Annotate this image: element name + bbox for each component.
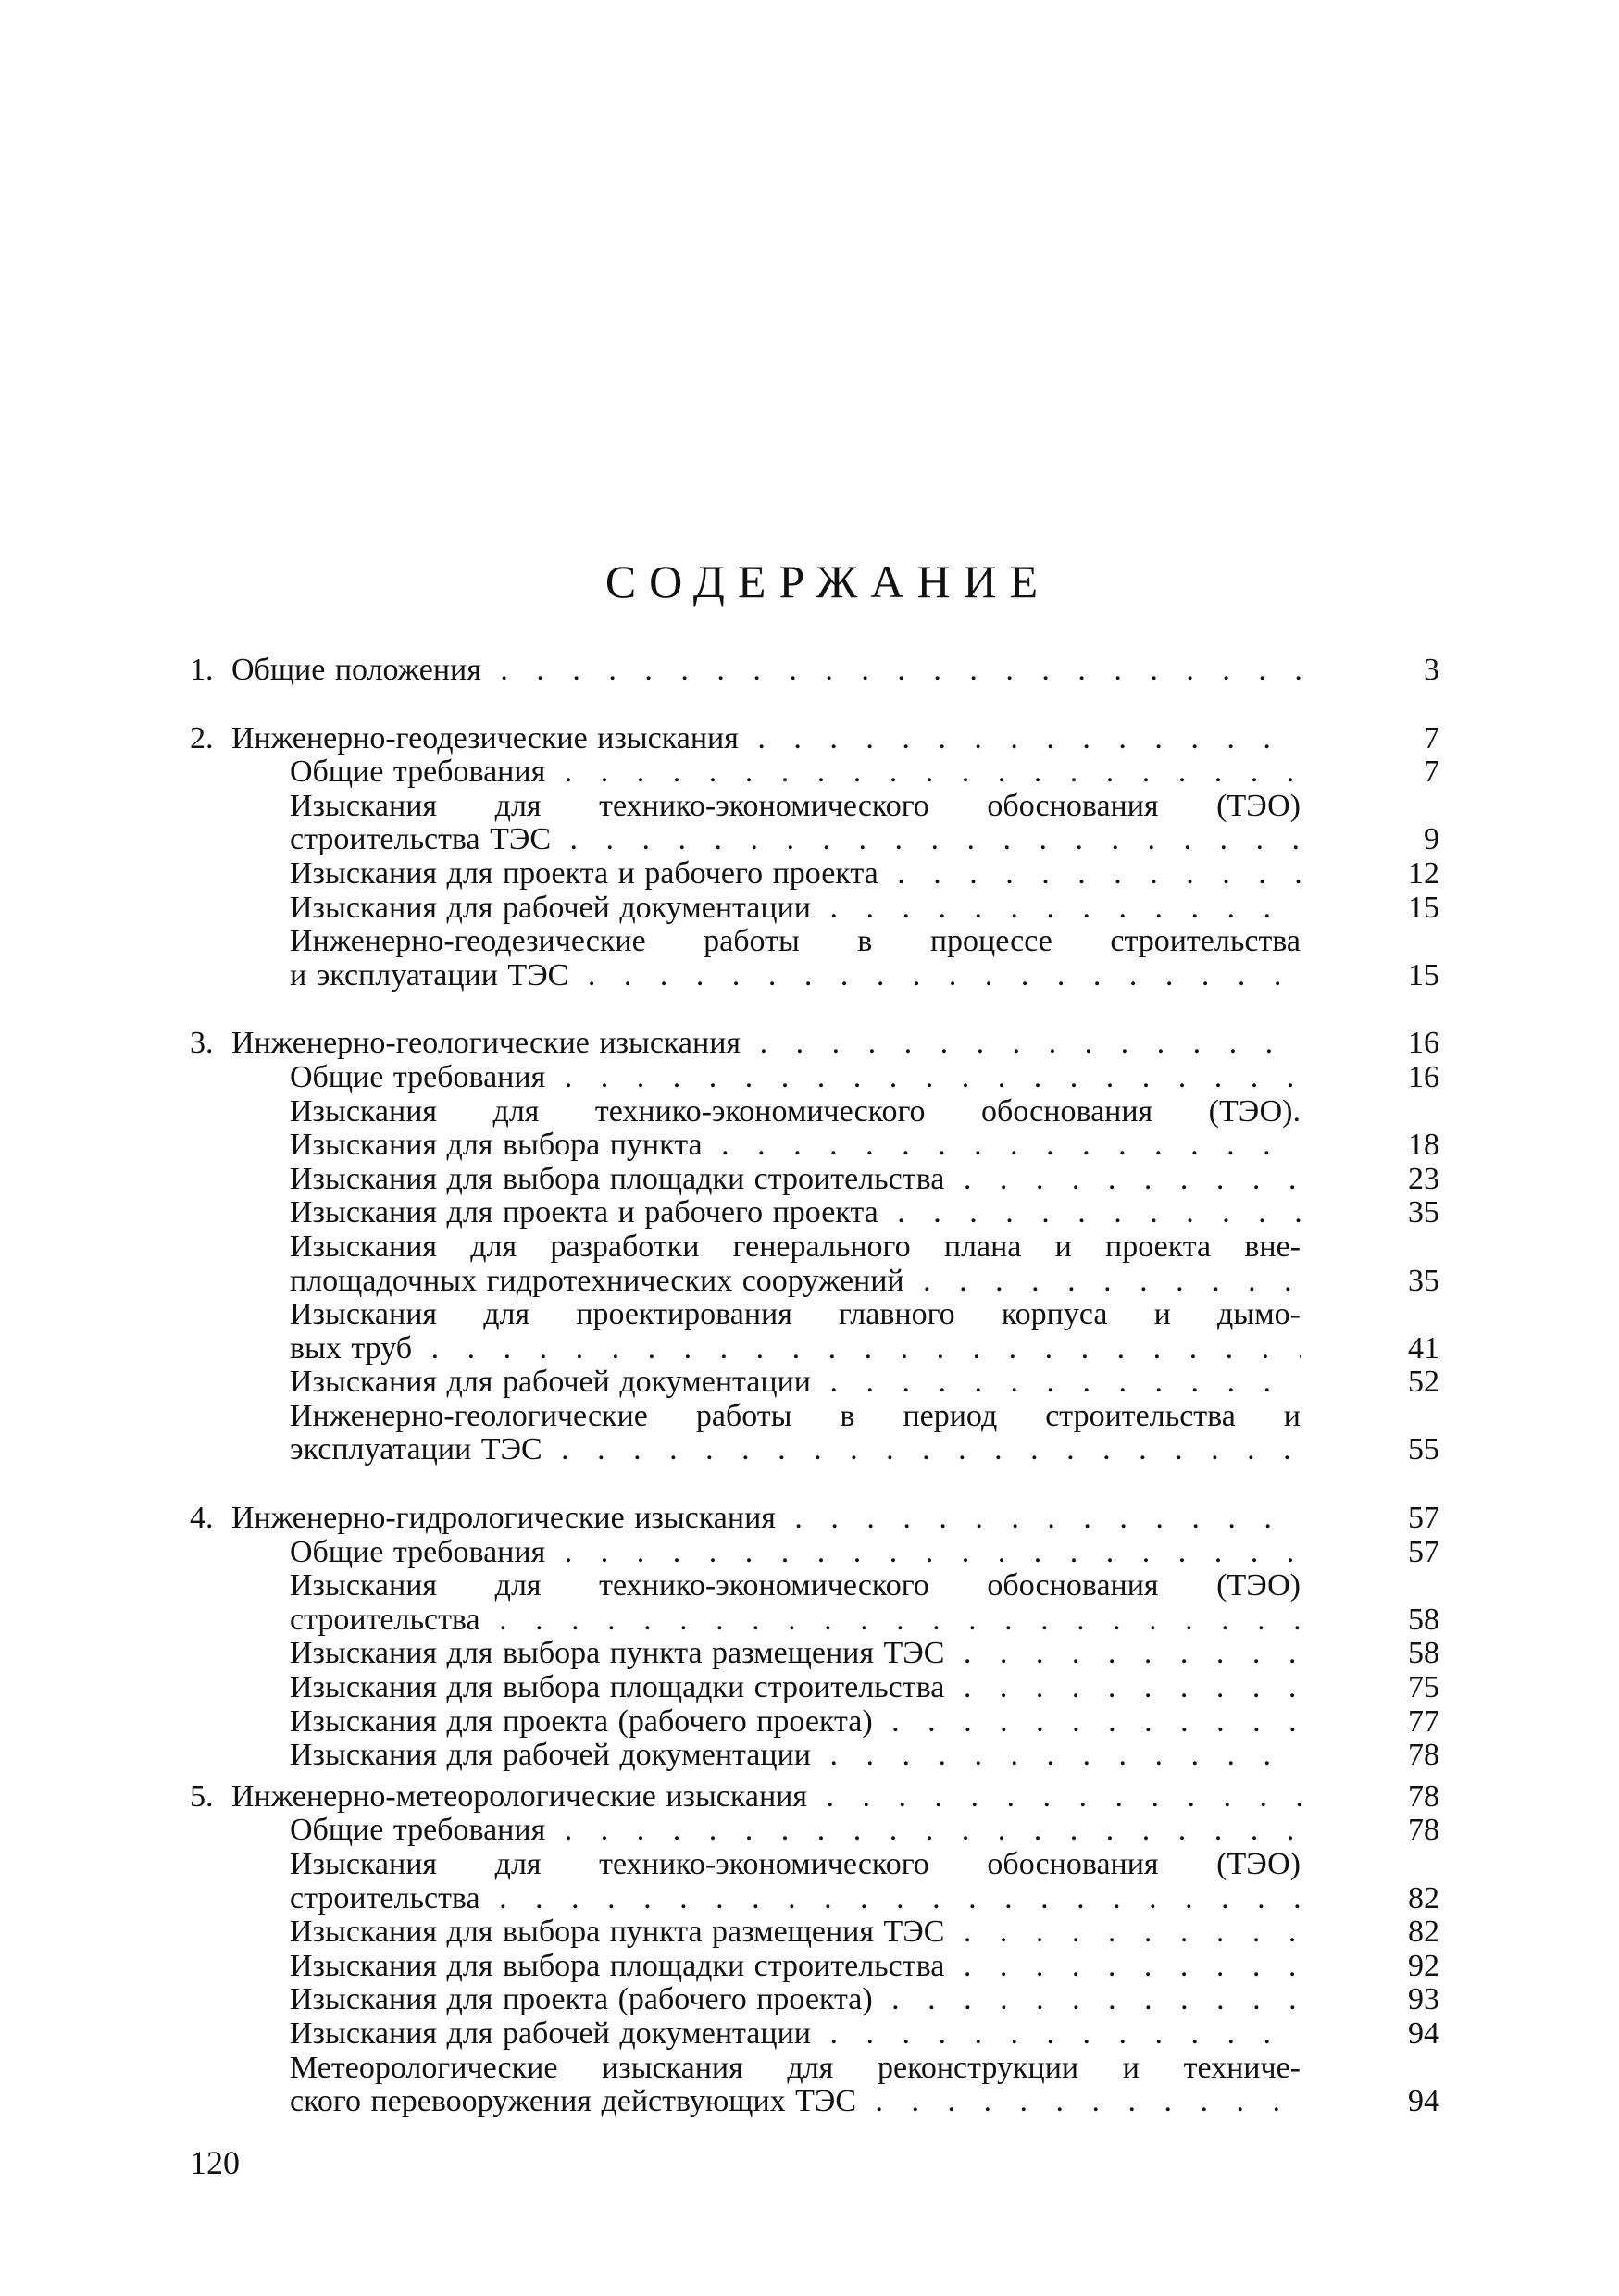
- toc-entry-title: и эксплуатации ТЭС . . .: [290, 959, 1301, 993]
- toc-chapter-title: Общие положения . . .: [231, 654, 1301, 688]
- toc-entry-title: Изыскания для выбора пункта размещения ТЭС . . .: [290, 1637, 1301, 1671]
- table-of-contents: [190, 654, 1439, 2119]
- toc-entry-title: Изыскания для выбора пункта размещения ТЭС . . .: [290, 1915, 1301, 1950]
- toc-entry-row: [190, 1848, 1439, 1882]
- toc-entry-row: [190, 1230, 1439, 1265]
- toc-page-number: 52: [1408, 1365, 1439, 1400]
- toc-page-number: 16: [1408, 1059, 1439, 1094]
- page-number: 120: [190, 2144, 240, 2181]
- toc-entry-title: Инженерно-геологические работы в период строительства и: [290, 1399, 1301, 1433]
- toc-entry-title: Изыскания для выбора пункта . . .: [290, 1129, 1301, 1163]
- toc-chapter-row: [190, 1502, 1439, 1536]
- toc-entry-title: Изыскания для рабочей документации . . .: [290, 892, 1301, 926]
- toc-entry-row: [190, 823, 1439, 857]
- toc-chapter-title: Инженерно-метеорологические изыскания . . .: [231, 1780, 1301, 1815]
- toc-chapter-row: [190, 654, 1439, 688]
- toc-page-number: 35: [1408, 1195, 1439, 1230]
- toc-entry-row: [190, 1569, 1439, 1603]
- toc-page-number: 23: [1408, 1161, 1439, 1196]
- toc-entry-row: [190, 2085, 1439, 2119]
- toc-entry-title: Изыскания для рабочей документации . . .: [290, 1739, 1301, 1773]
- toc-entry-title: Общие требования . . .: [290, 1061, 1301, 1095]
- toc-chapter-number: 5.: [190, 1778, 214, 1814]
- toc-page-number: 7: [1424, 720, 1439, 755]
- toc-chapter-title: Инженерно-гидрологические изыскания . . .: [231, 1502, 1301, 1536]
- toc-entry-title: эксплуатации ТЭС . . .: [290, 1433, 1301, 1467]
- toc-page-number: 82: [1408, 1880, 1439, 1915]
- toc-entry-row: [190, 1433, 1439, 1467]
- toc-page-number: 18: [1408, 1128, 1439, 1163]
- toc-entry-row: [190, 959, 1439, 993]
- toc-chapter-number: 2.: [190, 720, 214, 755]
- toc-section: [190, 654, 1439, 688]
- toc-entry-row: [190, 1915, 1439, 1950]
- toc-entry-row: [190, 1983, 1439, 2017]
- toc-entry-row: [190, 1400, 1439, 1434]
- toc-chapter-number: 1.: [190, 653, 214, 687]
- toc-entry-row: [190, 1739, 1439, 1773]
- toc-section: [190, 722, 1439, 993]
- toc-entry-row: [190, 1950, 1439, 1984]
- toc-entry-row: [190, 1061, 1439, 1095]
- toc-entry-title: Изыскания для выбора площадки строительства . . .: [290, 1671, 1301, 1705]
- toc-page-number: 78: [1408, 1813, 1439, 1848]
- toc-entry-title: Изыскания для рабочей документации . . .: [290, 1366, 1301, 1400]
- toc-chapter-title: Инженерно-геодезические изыскания . . .: [231, 722, 1301, 756]
- toc-entry-title: Общие требования . . .: [290, 755, 1301, 790]
- toc-entry-row: [190, 1298, 1439, 1332]
- toc-entry-row: [190, 1637, 1439, 1671]
- toc-entry-row: [190, 1095, 1439, 1129]
- toc-page-number: 78: [1408, 1738, 1439, 1773]
- toc-entry-title: Изыскания для рабочей документации . . .: [290, 2017, 1301, 2052]
- toc-entry-title: вых труб . . .: [290, 1332, 1301, 1366]
- toc-entry-row: [190, 1196, 1439, 1230]
- toc-page-number: 55: [1408, 1432, 1439, 1467]
- toc-page-number: 94: [1408, 2015, 1439, 2051]
- toc-page-number: 7: [1424, 755, 1439, 790]
- toc-entry-title: Изыскания для проектирования главного корпуса и дымо-: [290, 1298, 1301, 1332]
- toc-entry-row: [190, 1163, 1439, 1197]
- toc-entry-title: строительства . . .: [290, 1882, 1301, 1916]
- toc-chapter-number: 4.: [190, 1501, 214, 1536]
- toc-entry-row: [190, 1536, 1439, 1570]
- toc-entry-row: [190, 1603, 1439, 1638]
- toc-page-number: 15: [1408, 890, 1439, 925]
- toc-entry-row: [190, 1265, 1439, 1299]
- toc-section: [190, 1027, 1439, 1467]
- toc-page-number: 57: [1408, 1501, 1439, 1536]
- toc-entry-title: площадочных гидротехнических сооружений . . .: [290, 1265, 1301, 1299]
- toc-entry-title: Изыскания для технико-экономического обоснования (ТЭО): [290, 1569, 1301, 1603]
- toc-entry-row: [190, 1671, 1439, 1705]
- toc-page-number: 93: [1408, 1982, 1439, 2017]
- toc-entry-row: [190, 2017, 1439, 2052]
- toc-entry-row: [190, 892, 1439, 926]
- toc-page-number: 58: [1408, 1602, 1439, 1637]
- toc-page-number: 75: [1408, 1670, 1439, 1705]
- toc-section: [190, 1502, 1439, 1773]
- toc-chapter-row: [190, 722, 1439, 756]
- toc-entry-title: Изыскания для проекта и рабочего проекта . . .: [290, 1196, 1301, 1230]
- toc-entry-title: Изыскания для разработки генерального плана и проекта вне-: [290, 1229, 1301, 1264]
- toc-entry-title: Изыскания для проекта и рабочего проекта . . .: [290, 857, 1301, 892]
- toc-entry-row: [190, 1882, 1439, 1916]
- toc-entry-row: [190, 790, 1439, 824]
- toc-page-number: 9: [1424, 822, 1439, 857]
- toc-entry-row: [190, 2052, 1439, 2086]
- toc-page-number: 57: [1408, 1534, 1439, 1569]
- toc-entry-title: Изыскания для выбора площадки строительства . . .: [290, 1163, 1301, 1197]
- toc-page-number: 78: [1408, 1778, 1439, 1814]
- toc-entry-title: Общие требования . . .: [290, 1536, 1301, 1570]
- toc-chapter-row: [190, 1780, 1439, 1815]
- toc-entry-title: Изыскания для проекта (рабочего проекта) . . .: [290, 1983, 1301, 2017]
- toc-entry-title: Изыскания для выбора площадки строительства . . .: [290, 1950, 1301, 1984]
- toc-entry-title: Инженерно-геодезические работы в процессе строительства: [290, 925, 1301, 959]
- toc-entry-title: строительства . . .: [290, 1603, 1301, 1638]
- toc-entry-title: Изыскания для проекта (рабочего проекта) . . .: [290, 1705, 1301, 1740]
- toc-page-number: 92: [1408, 1948, 1439, 1983]
- toc-page-number: 15: [1408, 957, 1439, 992]
- toc-chapter-number: 3.: [190, 1026, 214, 1061]
- toc-chapter-title: Инженерно-геологические изыскания . . .: [231, 1027, 1301, 1061]
- toc-page-number: 3: [1424, 653, 1439, 687]
- toc-page-number: 77: [1408, 1703, 1439, 1739]
- toc-entry-row: [190, 925, 1439, 959]
- toc-entry-title: Изыскания для технико-экономического обоснования (ТЭО): [290, 789, 1301, 823]
- toc-page-number: 82: [1408, 1915, 1439, 1950]
- toc-section: [190, 1780, 1439, 2119]
- toc-page-number: 12: [1408, 855, 1439, 891]
- toc-entry-title: ского перевооружения действующих ТЭС . . .: [290, 2085, 1301, 2119]
- toc-entry-title: Метеорологические изыскания для реконструкции и техниче-: [290, 2051, 1301, 2085]
- toc-entry-title: строительства ТЭС . . .: [290, 823, 1301, 857]
- toc-page-number: 41: [1408, 1330, 1439, 1366]
- toc-entry-row: [190, 1129, 1439, 1163]
- toc-entry-title: Общие требования . . .: [290, 1814, 1301, 1848]
- toc-entry-row: [190, 755, 1439, 790]
- toc-page-number: 16: [1408, 1026, 1439, 1061]
- toc-page-number: 35: [1408, 1263, 1439, 1298]
- toc-entry-row: [190, 1705, 1439, 1740]
- toc-entry-title: Изыскания для технико-экономического обоснования (ТЭО): [290, 1848, 1301, 1881]
- toc-entry-title: Изыскания для технико-экономического обоснования (ТЭО).: [290, 1094, 1301, 1129]
- toc-page-number: 58: [1408, 1636, 1439, 1671]
- toc-chapter-row: [190, 1027, 1439, 1061]
- toc-entry-row: [190, 1332, 1439, 1366]
- toc-entry-row: [190, 857, 1439, 892]
- toc-entry-row: [190, 1366, 1439, 1400]
- toc-entry-row: [190, 1814, 1439, 1848]
- page-title: СОДЕРЖАНИЕ: [604, 555, 1052, 607]
- toc-page-number: 94: [1408, 2084, 1439, 2119]
